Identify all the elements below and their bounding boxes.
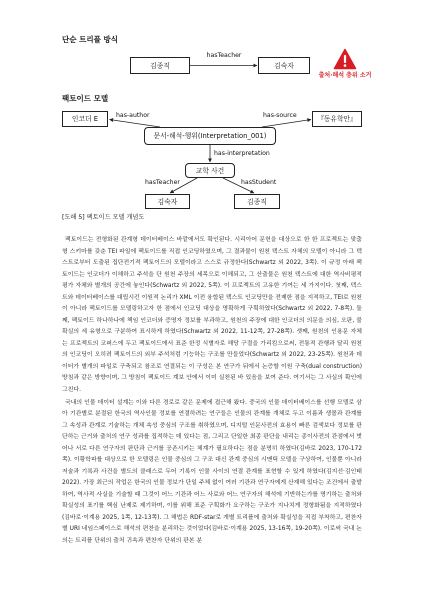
has-source-arrow <box>262 120 311 128</box>
warning-label: 출처·해석 층위 소거 <box>318 72 372 79</box>
simple-triple-heading: 단순 트리플 방식 <box>62 35 118 44</box>
figure-caption: [도해 5] 팩토이드 모델 개념도 <box>62 214 145 221</box>
diagram-arrows <box>0 0 424 230</box>
source-node: 『동유학안』 <box>312 111 362 127</box>
factoid-model-heading: 팩토이드 모델 <box>62 94 109 103</box>
author-node: 인코더 E <box>62 111 108 127</box>
has-author-label: has-author <box>116 112 150 119</box>
has-student-arrow <box>223 178 254 193</box>
has-teacher-label: hasTeacher <box>145 179 180 186</box>
has-interpretation-label: has-interpretation <box>214 150 270 157</box>
interpretation-node: 문서-해석-행위(Interpretation_001) <box>144 127 276 145</box>
simple-object-node: 김숙자 <box>258 57 310 74</box>
teaching-event-node: 교학 사건 <box>185 163 235 178</box>
simple-predicate-label: hasTeacher <box>206 52 242 59</box>
has-source-label: has-source <box>263 112 297 119</box>
body-paragraph-2: 국내의 인물 데이터 설계는 이와 다른 경로로 같은 문제에 접근해 왔다. 중국의 인물 데이터베이스를 선행 모델로 삼아 기관별로 분절된 한국의 역사인물 정보를 연결하려는 연구들은 인물의 관계를 개체로 두고 이름과 생몰과 관계를 그 속성과 관계로 기술하는 개체 속성 중심의 구조를 취하였으며, 디지털 인문사전의 효용이 빠른 검색보다 정보를 판단하는 근거와 출처의 연구 성과를 집적하는 데 있다는 점, 그리고 단일한 최종 판단을 내리는 종이사전의 관점에서 벗어나 서로 다른 연구자의 판단과 근거를 공존시키는 체계가 필요하다는 점을 분명히 하였다(김바로 2023, 170-172쪽). 이황학파를 대상으로 한 모델링은 인물 중심의 그 구조 대신 관계 중심의 시맨틱 모델을 구상하여, 인물뿐 아니라 저술과 기록과 사건을 별도의 클래스로 두어 기록이 인물 사이의 연결 관계를 표현할 수 있게 하였다(김지선·김인태 2022). 가장 최근의 작업은 한국의 인물 정보가 단일 주체 없이 여러 기관과 연구자에게 산재해 있다는 조건에서 출발하여, 역사적 사실을 기술할 때 그것이 어느 기관과 어느 사료와 어느 연구자의 해석에 기반하는가를 명기하는 출처와 확실성의 표기를 핵심 난제로 제기하며, 이를 위해 표준 구획화가 요구하는 구조가 지나치게 정형화됨을 지적하였다(김바로·이계용 2025, 1쪽, 12-13쪽). 그 해법은 RDF-star로 개별 트리플에 출처와 확실성을 직접 부착하고, 편찬자별 URI 네임스페이스로 해석의 편찬을 분리하는 것이었다(김바로·이계용 2025, 13-16쪽, 19-20쪽). 이로써 국내 논의는 트리플 단위의 출처 귀속과 편찬자 단위의 판본 분 <box>62 399 362 544</box>
has-teacher-arrow <box>170 178 197 193</box>
simple-subject-node: 김종직 <box>130 57 190 74</box>
has-author-arrow <box>110 120 161 128</box>
teacher-node: 김숙자 <box>145 194 190 209</box>
has-student-label: hasStudent <box>241 179 277 186</box>
body-text <box>62 235 362 581</box>
student-node: 김종직 <box>234 194 280 209</box>
body-paragraph-1: 팩토이드는 전형화된 관계형 데이터베이스 바깥에서도 확인된다. 시리아어 문헌을 대상으로 한 한 프로젝트는 맞춤형 스키마를 갖춘 TEI 파일에 팩토이드를 직접 인코딩하였으며, 그 결과물이 원천 텍스트 자체의 모델이 아니라 그 텍스트로부터 도출된 집단전기적 팩토이드의 모델이라고 스스로 규정한다(Schwartz 외 2022, 3쪽). 이 규정 아래 팩토이드는 인코더가 이해하고 주석을 단 원천 주장의 세목으로 이해되고, 그 산출물은 원천 텍스트에 대한 역사비평적 평가 자체와 별개의 공간에 놓인다(Schwartz 외 2022, 5쪽). 이 프로젝트의 고유한 기여는 세 가지이다. 첫째, 텍스트와 데이터베이스를 대립시킨 이원적 논리가 XML 이전 융합된 텍스트 인코딩만을 전제한 점을 지적하고, TEI로 원천이 아니라 팩토이드를 모델링하고자 한 점에서 인코딩 대상을 명확하게 구획하였다(Schwartz 외 2022, 7-8쪽). 둘째, 팩토이드 하나하나에 책임 인코더와 증명자 정보를 부과하고, 원천의 주장에 대한 인코더의 의문을 의심, 오판, 불확실의 세 유형으로 구분하여 표시하게 하였다(Schwartz 외 2022, 11-12쪽, 27-28쪽). 셋째, 원천의 인용문 자체는 프로젝트의 코퍼스에 두고 팩토이드에서 표준 한정 식별자로 해당 구절을 가리킴으로써, 전통적 관행과 달리 원천의 인코딩이 오히려 팩토이드의 외부 주석처럼 기능하는 구조를 만들었다(Schwartz 외 2022, 23-25쪽). 원천과 데이터가 별개의 파일로 구축되고 참조로 연결되는 이 구성은 본 연구가 뒤에서 논증할 이원 구축(dual construction) 방침과 같은 방향이며, 그 방침이 팩토이드 계보 안에서 이미 실천된 바 있음을 보여 준다. 여기서는 그 사실의 확인에 그친다. <box>62 237 362 393</box>
